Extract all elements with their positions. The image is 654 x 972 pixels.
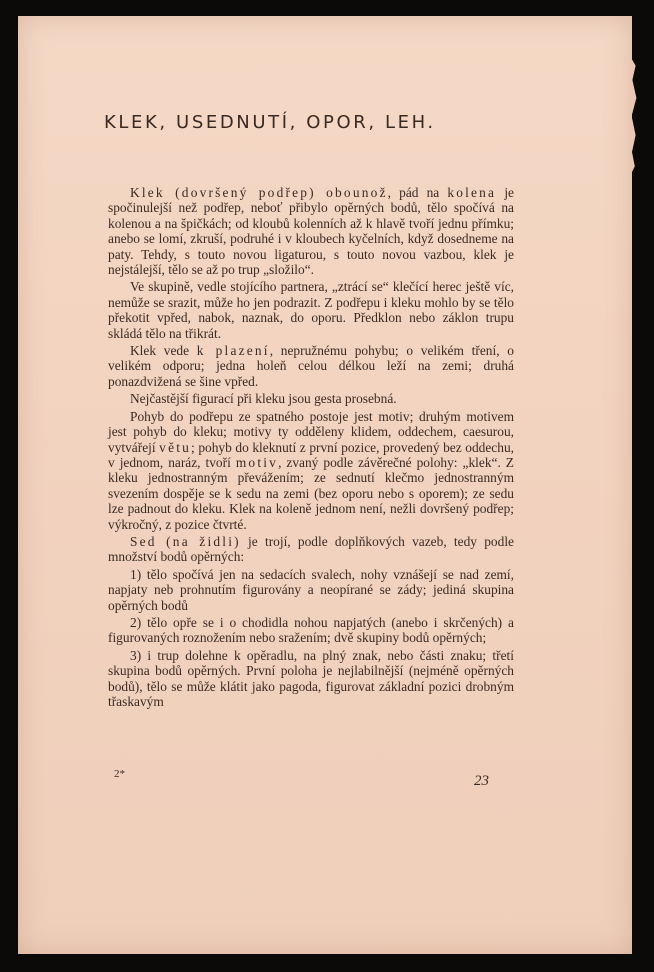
spaced-term: motiv [235, 454, 279, 470]
spaced-term: Klek (dovršený podřep) obounož [130, 185, 388, 200]
paragraph-1: Klek (dovršený podřep) obounož, pád na kolena je spočinulejší než podřep, neboť přibylo opěrných bodů, tělo spočívá na kolenou a na špičkách; od kloubů kolenních až k hlavě tvoří jednu přímku; anebo se lomí, zkruší, podruhé i v kloubech kyčelních, když dosedneme na paty. Tehdy, s touto novou ligaturou, s touto novou vazbou, klek je nejstálejší, tělo se až po trup „složilo“. [108, 185, 514, 278]
spaced-term: kolena [447, 185, 497, 200]
paragraph-3: Klek vede k plazení, nepružnému pohybu; o velikém tření, o velikém odporu; jedna holeň celou délkou leží na zemi; druhá ponazdvižená se šine vpřed. [108, 343, 514, 389]
paragraph-4: Nejčastější figurací při kleku jsou gesta prosebná. [130, 391, 397, 407]
paragraph-6: Sed (na židli) je trojí, podle doplňkových vazeb, tedy podle množství bodů opěrných: [108, 533, 514, 565]
chapter-title: KLEK, USEDNUTÍ, OPOR, LEH. [104, 112, 436, 133]
spaced-term: k plazení [196, 343, 270, 359]
list-item-3: 3) i trup dolehne k opěradlu, na plný znak, nebo části znaku; třetí skupina bodů opěrných. První poloha je nejlabilnější (nejméně opěrných bodů), tělo se může klátit jako pagoda, figurovat základní pozici drobným třaskavým [108, 647, 514, 709]
list-item-2: 2) tělo opře se i o chodidla nohou napjatých (anebo i skrčených) a figurovaných roznožením nebo sražením; dvě skupiny bodů opěrných; [108, 614, 514, 646]
page-number: 23 [474, 773, 489, 789]
list-item-1: 1) tělo spočívá jen na sedacích svalech, nohy vznášejí se nad zemí, napjaty neb prohnutím figurovány a neopírané se zády; jediná skupina opěrných bodů [108, 566, 514, 613]
signature-mark: 2* [114, 768, 125, 780]
paragraph-2: Ve skupině, vedle stojícího partnera, „ztrácí se“ klečící herec ještě víc, nemůže se srazit, může ho jen podrazit. Z podřepu i kleku mohlo by se tělo překotit vpřed, nabok, naznak, do oporu. Předklon nebo záklon trupu skládá tělo na třikrát. [108, 279, 514, 341]
body-text [108, 185, 514, 711]
paragraph-5: Pohyb do podřepu ze spatného postoje jest motiv; druhým motivem jest pohyb do kleku; motivy ty odděleny klidem, oddechem, caesurou, vytvářejí větu; pohyb do kleknutí z první pozice, provedený bez oddechu, v jednom, naráz, tvoří motiv, zvaný podle závěrečné polohy: „klek“. Z kleku jednostranným převážením; ze sednutí klečmo jednostranným svezením dospěje se k sedu na zemi (bez oporu nebo s oporem); ze sedu lze padnout do kleku. Klek na koleně jednom není, nežli dovršený podřep; výkročný, z pozice čtvrté. [108, 408, 514, 532]
spaced-term: Sed (na židli) [130, 533, 241, 549]
spaced-term: větu [159, 439, 192, 455]
book-page [18, 16, 632, 954]
